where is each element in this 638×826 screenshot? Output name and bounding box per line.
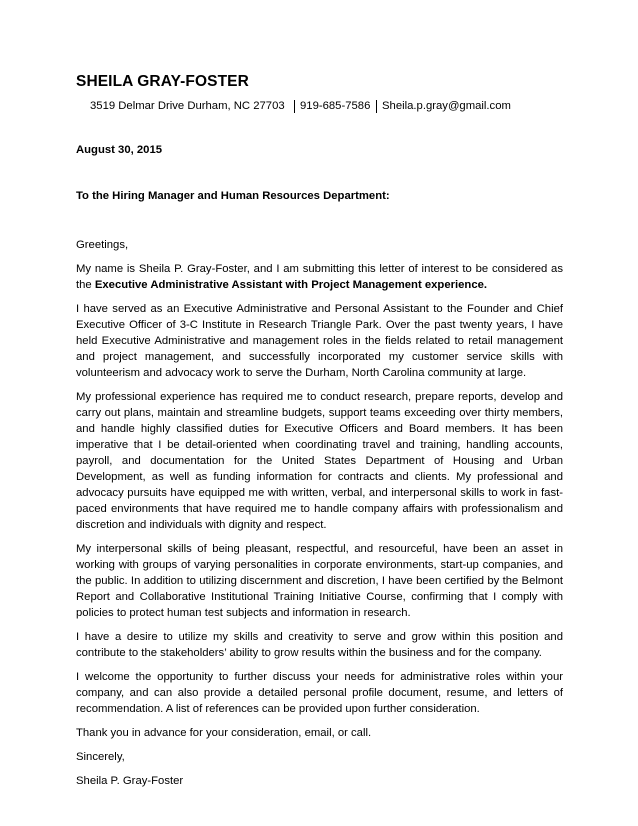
letter-body [76, 237, 563, 797]
paragraph-professional: My professional experience has required me to conduct research, prepare reports, develop and carry out plans, maintain and streamline budgets, support teams exceeding over thirty members, and handle highly classified duties for Executive Officers and Board members. It has been imperative that I be detail-oriented when coordinating travel and training, handling accounts, payroll, and documentation for the United States Department of Housing and Urban Development, as well as funding information for contracts and clients. My professional and advocacy pursuits have equipped me with written, verbal, and interpersonal skills to work in fast-paced environments that have required me to handle company affairs with professionalism and discretion and individuals with dignity and respect. [76, 391, 563, 531]
paragraph-thanks: Thank you in advance for your consideration, email, or call. [76, 727, 372, 739]
paragraph-interpersonal: My interpersonal skills of being pleasant, respectful, and resourceful, have been an asset in working with groups of varying personalities in corporate environments, start-up companies, and the public. In addition to utilizing discernment and discretion, I have been certified by the Belmont Report and Collaborative Institutional Training Initiative Course, confirming that I comply with policies to protect human test subjects and information in research. [76, 543, 563, 619]
closing: Sincerely, [76, 751, 125, 763]
email-text: Sheila.p.gray@gmail.com [376, 100, 511, 113]
intro-text: My name is Sheila P. Gray-Foster, and I am submitting this letter of interest to be considered as the [76, 263, 563, 291]
greeting: Greetings, [76, 239, 129, 251]
paragraph-opportunity: I welcome the opportunity to further discuss your needs for administrative roles within your company, and can also provide a detailed personal profile document, resume, and letters of recommendation. A list of references can be provided upon further consideration. [76, 671, 563, 715]
address-text: 3519 Delmar Drive Durham, NC 27703 [90, 100, 285, 112]
paragraph-experience: I have served as an Executive Administrative and Personal Assistant to the Founder and Chief Executive Officer of 3-C Institute in Research Triangle Park. Over the past twenty years, I have held Executive Administrative and management roles in the fields related to retail management and project management, and successfully incorporated my customer service skills with volunteerism and advocacy work to serve the Durham, North Carolina community at large. [76, 303, 563, 379]
intro-position-bold: Executive Administrative Assistant with Project Management experience. [94, 279, 488, 291]
paragraph-desire: I have a desire to utilize my skills and creativity to serve and grow within this position and contribute to the stakeholders’ ability to grow results within the business and for the company. [76, 631, 563, 659]
signature-name: Sheila P. Gray-Foster [76, 775, 184, 787]
letter-date: August 30, 2015 [76, 144, 163, 156]
applicant-name: SHEILA GRAY-FOSTER [76, 73, 249, 90]
phone-text: 919-685-7586 [294, 100, 370, 113]
intro-paragraph [76, 261, 563, 293]
recipient-line: To the Hiring Manager and Human Resources Department: [76, 190, 390, 202]
